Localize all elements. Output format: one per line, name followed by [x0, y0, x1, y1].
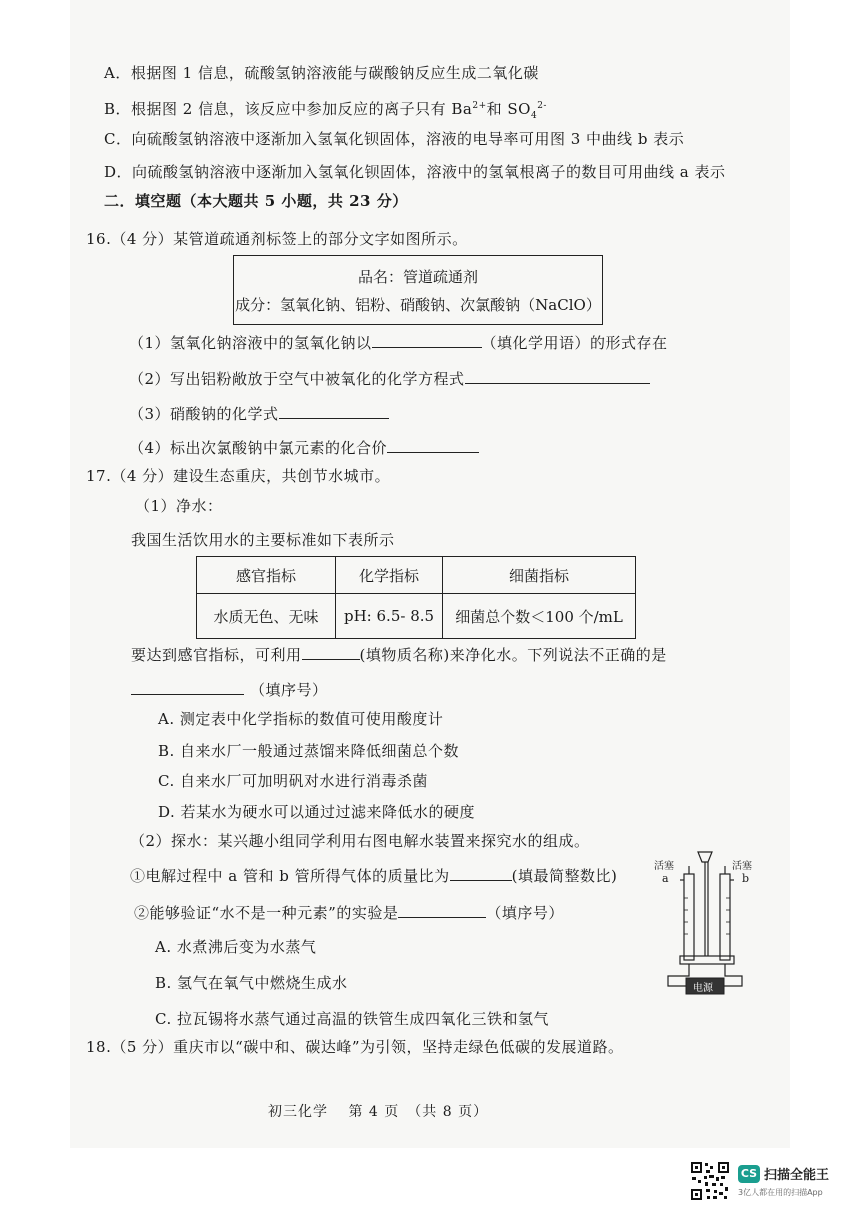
- page-footer: 初三化学 第 4 页 （共 8 页）: [268, 1104, 489, 1120]
- q16-part1-text: （1）氢氧化钠溶液中的氢氧化钠以: [129, 334, 372, 352]
- q17-option-d: D. 若某水为硬水可以通过过滤来降低水的硬度: [158, 803, 476, 821]
- q16-blank2[interactable]: [465, 368, 650, 384]
- q17-sub2-q1: [130, 865, 617, 886]
- q17-sub1: （1）净水：: [135, 497, 223, 515]
- option-d: D．向硫酸氢钠溶液中逐渐加入氢氧化钡固体，溶液中的氢氧根离子的数目可用曲线 a 表示: [104, 163, 726, 181]
- power-supply-label: 电源: [693, 983, 713, 994]
- table-header: 细菌指标: [443, 557, 636, 594]
- product-ingredients: 成分：氢氧化钠、铝粉、硝酸钠、次氯酸钠（NaClO）: [235, 296, 601, 314]
- q17-question: [131, 644, 667, 665]
- q17-question-tail: (填物质名称)来净化水。下列说法不正确的是: [359, 646, 667, 664]
- tube-label-b: b: [742, 872, 750, 885]
- q17-sub2-q2-tail: （填序号）: [486, 904, 564, 922]
- option-c: C．向硫酸氢钠溶液中逐渐加入氢氧化钡固体，溶液的电导率可用图 3 中曲线 b 表示: [104, 130, 685, 148]
- product-name: 品名：管道疏通剂: [357, 268, 478, 286]
- q16-part3-text: （3）硝酸钠的化学式: [129, 405, 279, 423]
- water-standard-table: [196, 556, 636, 639]
- q17-sub2: （2）探水：某兴趣小组同学利用右图电解水装置来探究水的组成。: [130, 832, 590, 850]
- q16-part4: [129, 437, 479, 458]
- q16-part2: [129, 368, 650, 389]
- scanner-tagline: 3亿人都在用的扫描App: [738, 1188, 823, 1197]
- q16-part4-text: （4）标出次氯酸钠中氯元素的化合价: [129, 439, 388, 457]
- q17-stem: 17.（4 分）建设生态重庆，共创节水城市。: [86, 467, 391, 485]
- option-b-mid: 和 SO: [486, 100, 531, 118]
- q17-question-text: 要达到感官指标，可利用: [131, 646, 302, 664]
- q16-stem: 16.（4 分）某管道疏通剂标签上的部分文字如图所示。: [86, 230, 468, 248]
- table-cell: 水质无色、无味: [197, 594, 336, 639]
- q16-part2-text: （2）写出铝粉敞放于空气中被氧化的化学方程式: [129, 370, 465, 388]
- q17-blank-ratio[interactable]: [450, 865, 512, 881]
- q17-question-hint: （填序号）: [250, 681, 328, 699]
- scanner-logo: CS: [738, 1165, 760, 1183]
- scanner-app-name: 扫描全能王: [764, 1168, 830, 1183]
- table-cell: pH: 6.5- 8.5: [336, 594, 443, 639]
- option-b-text: B．根据图 2 信息，该反应中参加反应的离子只有 Ba: [104, 100, 473, 118]
- q17-exp-a: A. 水煮沸后变为水蒸气: [155, 938, 317, 956]
- table-cell: 细菌总个数＜100 个/mL: [443, 594, 636, 639]
- option-a: A．根据图 1 信息，硫酸氢钠溶液能与碳酸钠反应生成二氧化碳: [104, 64, 539, 82]
- section-title: 二．填空题（本大题共 5 小题，共 23 分）: [104, 192, 408, 210]
- q16-part1: [129, 332, 668, 353]
- q17-sub2-q2-text: ②能够验证“水不是一种元素”的实验是: [134, 904, 399, 922]
- q16-part3: [129, 403, 389, 424]
- q16-blank3[interactable]: [279, 403, 389, 419]
- valve-label-right: 活塞: [732, 861, 752, 872]
- q17-sub2-q2: [134, 902, 564, 923]
- table-header: 化学指标: [336, 557, 443, 594]
- valve-label-left: 活塞: [654, 861, 674, 872]
- option-b: [104, 96, 547, 126]
- q16-part1-tail: （填化学用语）的形式存在: [481, 334, 668, 352]
- ion-charge-ba: 2+: [472, 101, 487, 111]
- ion-charge-so4: 2-: [537, 101, 547, 111]
- table-header-row: [197, 557, 636, 594]
- q16-blank1[interactable]: [372, 332, 482, 348]
- electrolysis-apparatus: [650, 848, 760, 998]
- q17-blank-experiment[interactable]: [398, 902, 486, 918]
- q17-option-b: B. 自来水厂一般通过蒸馏来降低细菌总个数: [158, 742, 460, 760]
- q17-table-intro: 我国生活饮用水的主要标准如下表所示: [131, 531, 395, 549]
- q17-sub2-q1-tail: (填最简整数比): [511, 867, 618, 885]
- product-label-box: [233, 255, 603, 325]
- q17-sub2-q1-text: ①电解过程中 a 管和 b 管所得气体的质量比为: [130, 867, 450, 885]
- q17-blank-choice[interactable]: [131, 679, 244, 695]
- q17-option-c: C. 自来水厂可加明矾对水进行消毒杀菌: [158, 772, 428, 790]
- q17-exp-c: C. 拉瓦锡将水蒸气通过高温的铁管生成四氧化三铁和氢气: [155, 1010, 549, 1028]
- q17-exp-b: B. 氢气在氧气中燃烧生成水: [155, 974, 348, 992]
- q18-stem: 18.（5 分）重庆市以“碳中和、碳达峰”为引领，坚持走绿色低碳的发展道路。: [86, 1038, 624, 1056]
- scanner-badge: [690, 1161, 840, 1205]
- q17-blank-substance[interactable]: [302, 644, 360, 660]
- table-header: 感官指标: [197, 557, 336, 594]
- ion-subscript-so4: 4: [530, 111, 538, 121]
- table-row: [197, 594, 636, 639]
- tube-label-a: a: [662, 872, 669, 885]
- q16-blank4[interactable]: [387, 437, 479, 453]
- q17-question-line2: [131, 679, 328, 700]
- q17-option-a: A. 测定表中化学指标的数值可使用酸度计: [158, 710, 444, 728]
- qr-code-icon: [690, 1161, 730, 1201]
